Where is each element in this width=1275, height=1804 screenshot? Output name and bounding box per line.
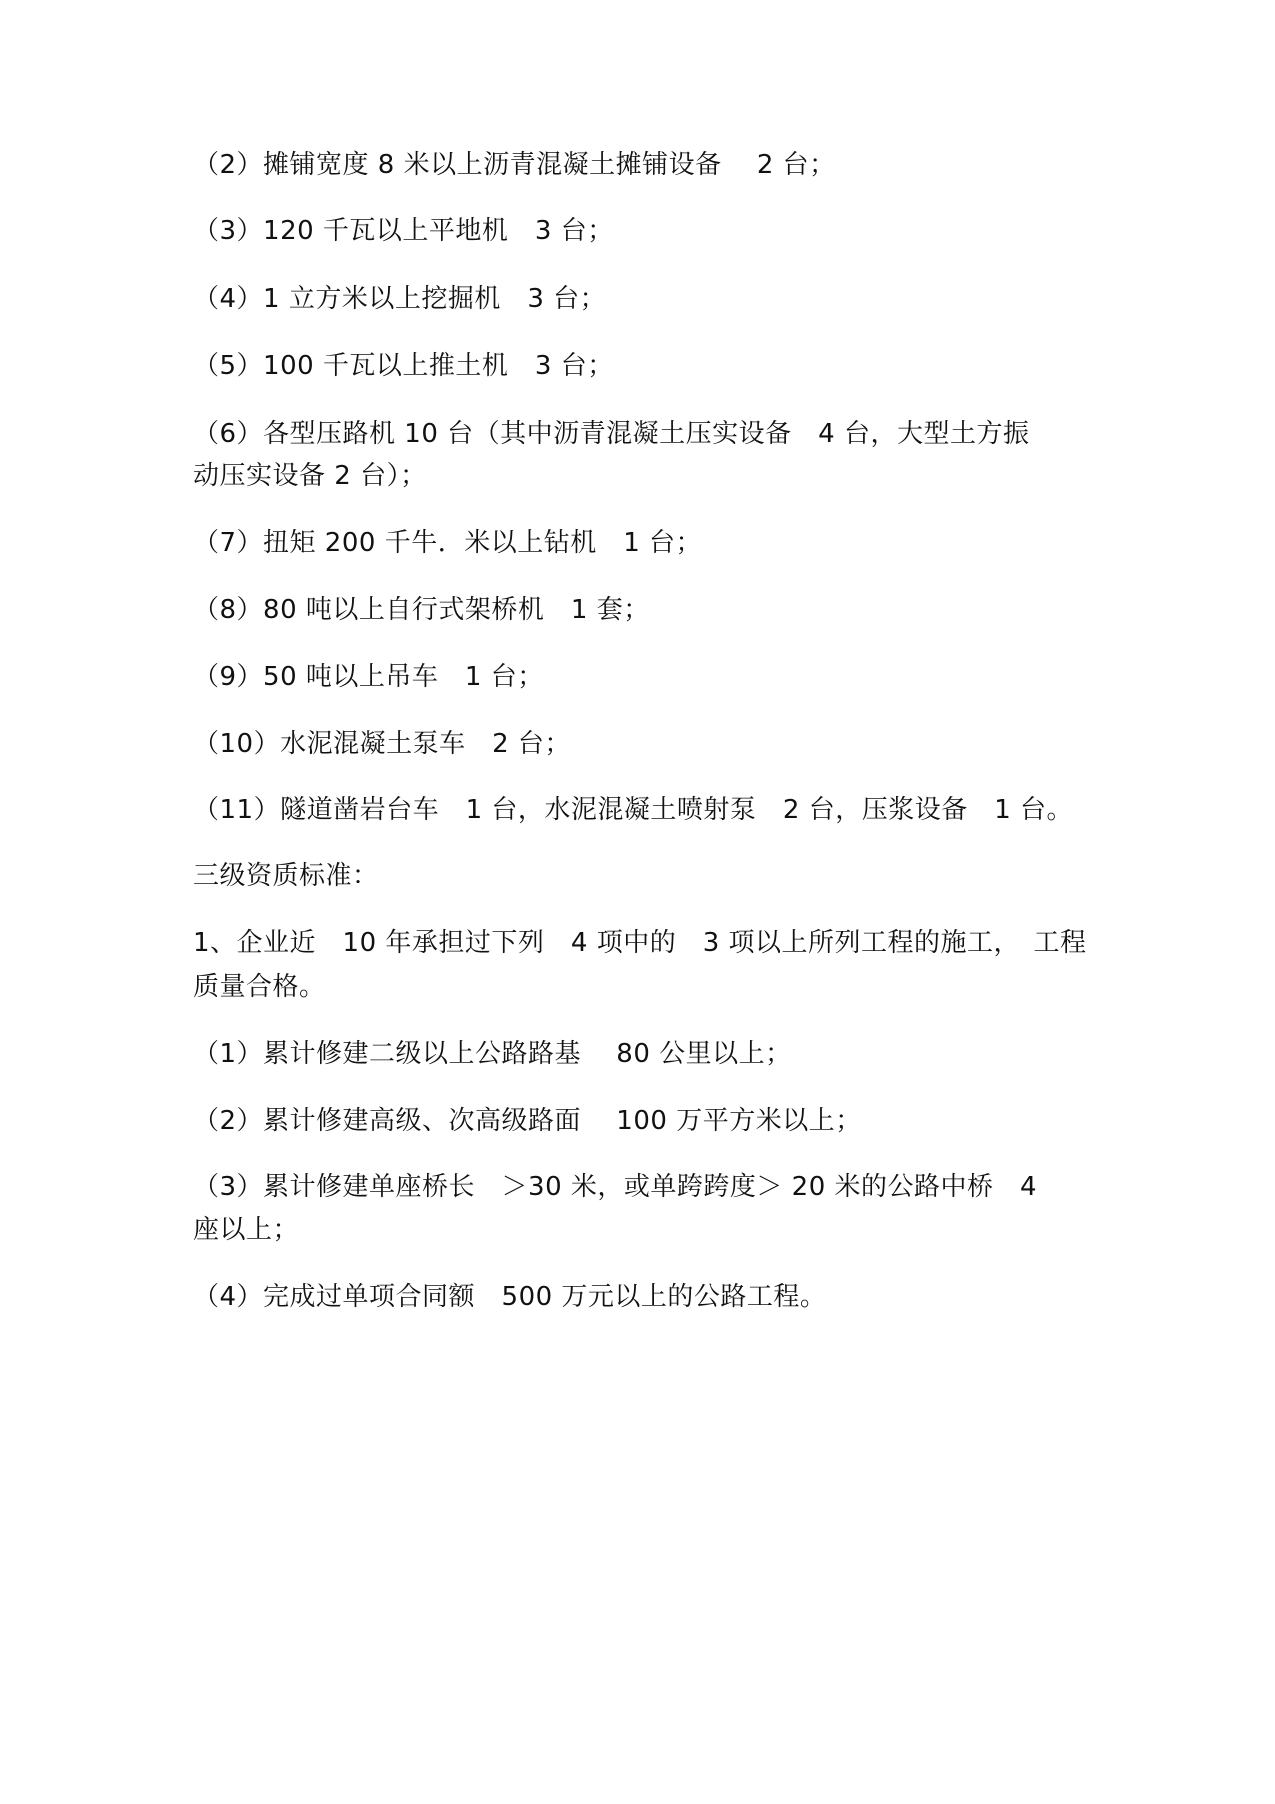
paragraph-line: （2）累计修建高级、次高级路面 100 万平方米以上； xyxy=(193,1106,862,1136)
paragraph-line: （3）120 千瓦以上平地机 3 台； xyxy=(193,216,614,246)
paragraph-line: （1）累计修建二级以上公路路基 80 公里以上； xyxy=(193,1039,792,1069)
paragraph-line: 动压实设备 2 台）； xyxy=(193,461,427,491)
paragraph-line: （2）摊铺宽度 8 米以上沥青混凝土摊铺设备 2 台； xyxy=(193,150,836,180)
paragraph-line: （11）隧道凿岩台车 1 台，水泥混凝土喷射泵 2 台，压浆设备 1 台。 xyxy=(193,795,1074,825)
paragraph-line: 座以上； xyxy=(193,1215,300,1245)
paragraph-line: （5）100 千瓦以上推土机 3 台； xyxy=(193,351,614,381)
paragraph-line: （3）累计修建单座桥长 ＞30 米，或单跨跨度＞ 20 米的公路中桥 4 xyxy=(193,1172,1038,1202)
paragraph-line: 1、企业近 10 年承担过下列 4 项中的 3 项以上所列工程的施工， 工程 xyxy=(193,928,1087,958)
paragraph-line: （9）50 吨以上吊车 1 台； xyxy=(193,662,544,692)
paragraph-line: （4）完成过单项合同额 500 万元以上的公路工程。 xyxy=(193,1282,827,1312)
paragraph-line: （4）1 立方米以上挖掘机 3 台； xyxy=(193,284,607,314)
section-heading: 三级资质标准： xyxy=(193,861,379,891)
paragraph-line: （10）水泥混凝土泵车 2 台； xyxy=(193,729,571,759)
paragraph-line: （6）各型压路机 10 台（其中沥青混凝土压实设备 4 台，大型土方振 xyxy=(193,419,1030,449)
paragraph-line: （8）80 吨以上自行式架桥机 1 套； xyxy=(193,595,650,625)
paragraph-line: 质量合格。 xyxy=(193,972,326,1002)
paragraph-line: （7）扭矩 200 千牛．米以上钻机 1 台； xyxy=(193,528,703,558)
